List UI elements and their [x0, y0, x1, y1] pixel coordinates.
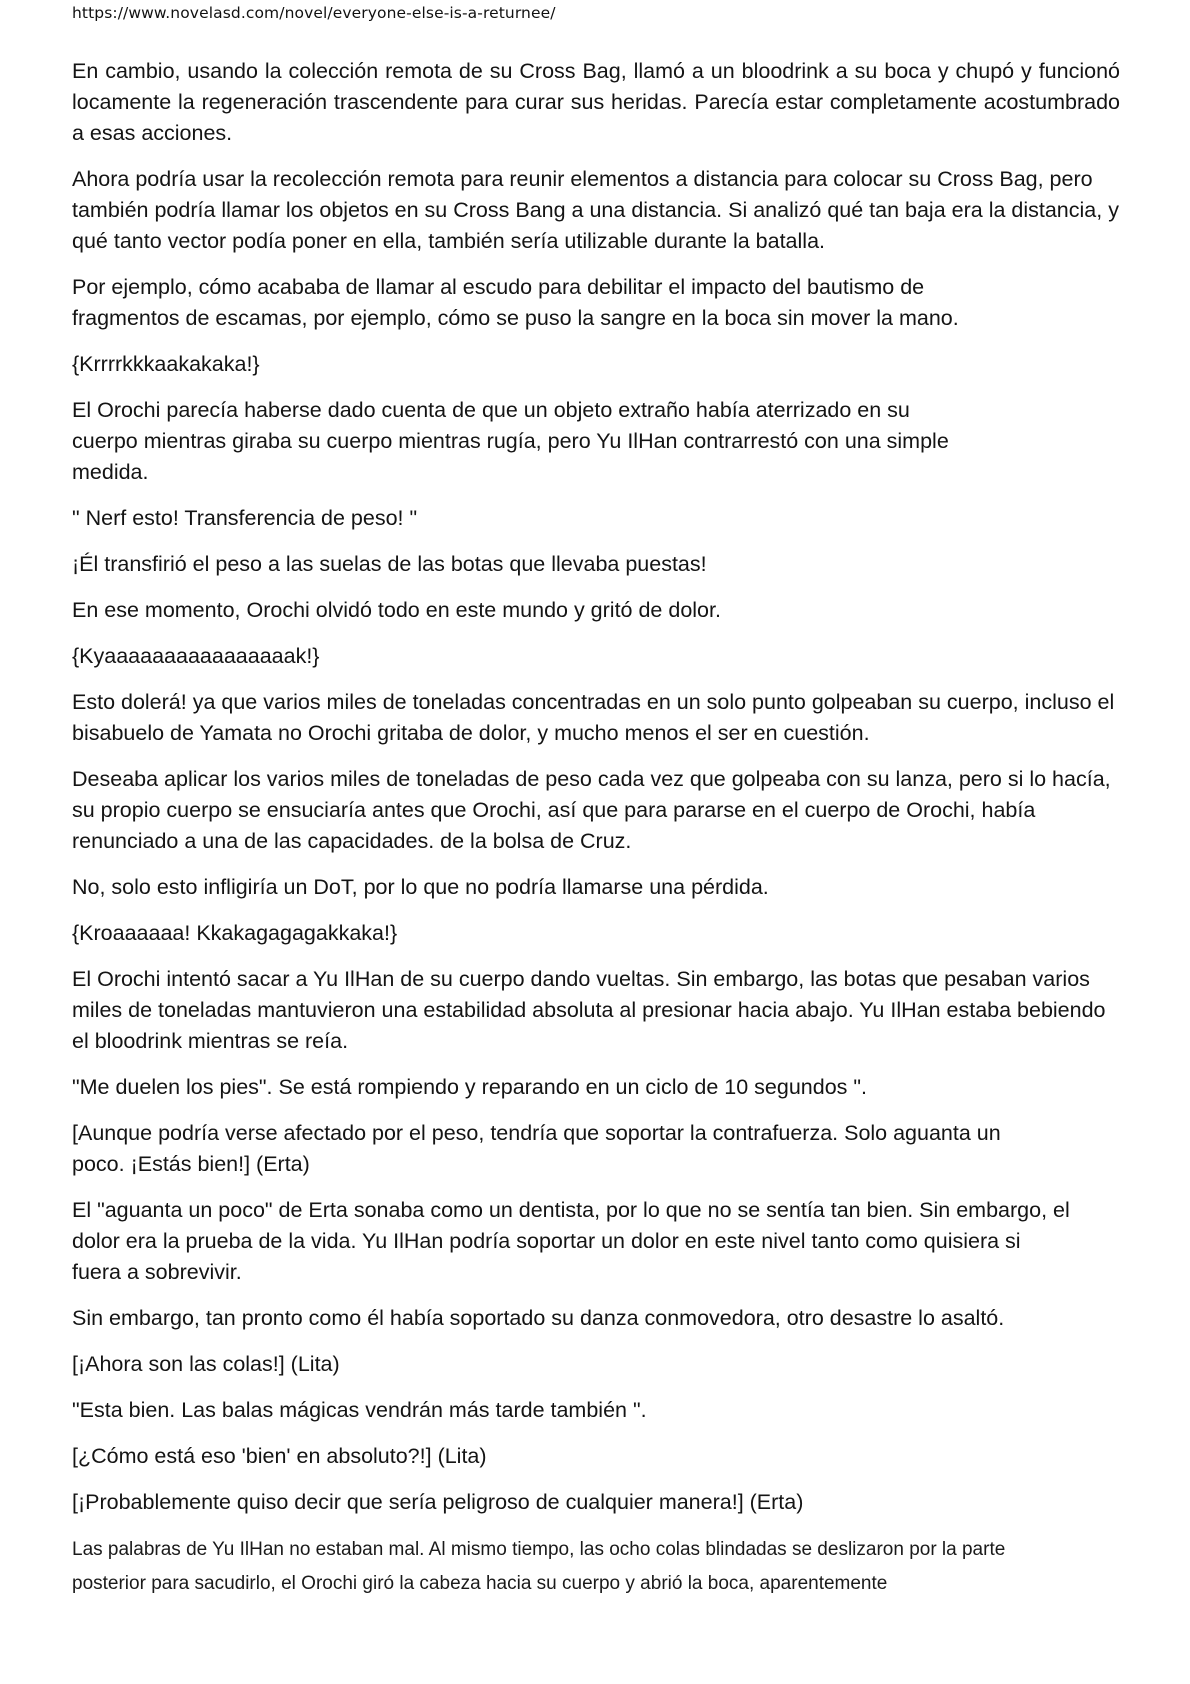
paragraph: "Me duelen los pies". Se está rompiendo y reparando en un ciclo de 10 segundos ". [72, 1075, 868, 1099]
paragraph: Ahora podría usar la recolección remota para reunir elementos a distancia para colocar su Cross Bag, pero también podría llamar los objetos en su Cross Bang a una distancia. Si analizó qué tan baja era la distancia, y qué tanto vector podía poner en ella, también sería utilizable durante la batalla. [72, 167, 1119, 253]
paragraph: El Orochi intentó sacar a Yu IlHan de su cuerpo dando vueltas. Sin embargo, las botas que pesaban varios miles de toneladas mantuvieron una estabilidad absoluta al presionar hacia abajo. Yu IlHan estaba bebiendo el bloodrink mientras se reía. [72, 967, 1106, 1053]
paragraph: Deseaba aplicar los varios miles de toneladas de peso cada vez que golpeaba con su lanza, pero si lo hacía, su propio cuerpo se ensuciaría antes que Orochi, así que para pararse en el cuerpo de Orochi, había renunciado a una de las capacidades. de la bolsa de Cruz. [72, 767, 1111, 853]
paragraph: ¡Él transfirió el peso a las suelas de las botas que llevaba puestas! [72, 552, 707, 576]
paragraph: [¡Probablemente quiso decir que sería peligroso de cualquier manera!] (Erta) [72, 1490, 804, 1514]
paragraph: En ese momento, Orochi olvidó todo en este mundo y gritó de dolor. [72, 598, 721, 622]
paragraph: {Kyaaaaaaaaaaaaaaaak!} [72, 644, 320, 668]
paragraph: "Esta bien. Las balas mágicas vendrán más tarde también ". [72, 1398, 647, 1422]
paragraph: El "aguanta un poco" de Erta sonaba como un dentista, por lo que no se sentía tan bien. Sin embargo, el dolor era la prueba de la vida. Yu IlHan podría soportar un dolor en este nivel tanto como quisiera si fuera a sobrevivir. [72, 1198, 1070, 1284]
paragraph: Sin embargo, tan pronto como él había soportado su danza conmovedora, otro desastre lo asaltó. [72, 1306, 1005, 1330]
paragraph: Por ejemplo, cómo acababa de llamar al escudo para debilitar el impacto del bautismo de fragmentos de escamas, por ejemplo, cómo se puso la sangre en la boca sin mover la mano. [72, 275, 959, 330]
paragraph: No, solo esto infligiría un DoT, por lo que no podría llamarse una pérdida. [72, 875, 769, 899]
paragraph: En cambio, usando la colección remota de su Cross Bag, llamó a un bloodrink a su boca y chupó y funcionó locamente la regeneración trascendente para curar sus heridas. Parecía estar completamente acostumbrado a esas acciones. [72, 59, 1120, 145]
page-url: https://www.novelasd.com/novel/everyone-else-is-a-returnee/ [72, 4, 556, 22]
paragraph: [Aunque podría verse afectado por el peso, tendría que soportar la contrafuerza. Solo aguanta un poco. ¡Estás bien!] (Erta) [72, 1121, 1001, 1176]
paragraph: {Kroaaaaaa! Kkakagagagakkaka!} [72, 921, 398, 945]
document-body [72, 56, 1120, 1601]
paragraph: {Krrrrkkkaakakaka!} [72, 352, 260, 376]
paragraph: Las palabras de Yu IlHan no estaban mal. Al mismo tiempo, las ocho colas blindadas se deslizaron por la parte posterior para sacudirlo, el Orochi giró la cabeza hacia su cuerpo y abrió la boca, aparentemente [72, 1539, 1006, 1594]
paragraph: El Orochi parecía haberse dado cuenta de que un objeto extraño había aterrizado en su cuerpo mientras giraba su cuerpo mientras rugía, pero Yu IlHan contrarrestó con una simple medida. [72, 398, 949, 484]
paragraph: [¡Ahora son las colas!] (Lita) [72, 1352, 340, 1376]
paragraph: [¿Cómo está eso 'bien' en absoluto?!] (Lita) [72, 1444, 487, 1468]
paragraph: Esto dolerá! ya que varios miles de toneladas concentradas en un solo punto golpeaban su cuerpo, incluso el bisabuelo de Yamata no Orochi gritaba de dolor, y mucho menos el ser en cuestión. [72, 690, 1115, 745]
paragraph: " Nerf esto! Transferencia de peso! " [72, 506, 418, 530]
